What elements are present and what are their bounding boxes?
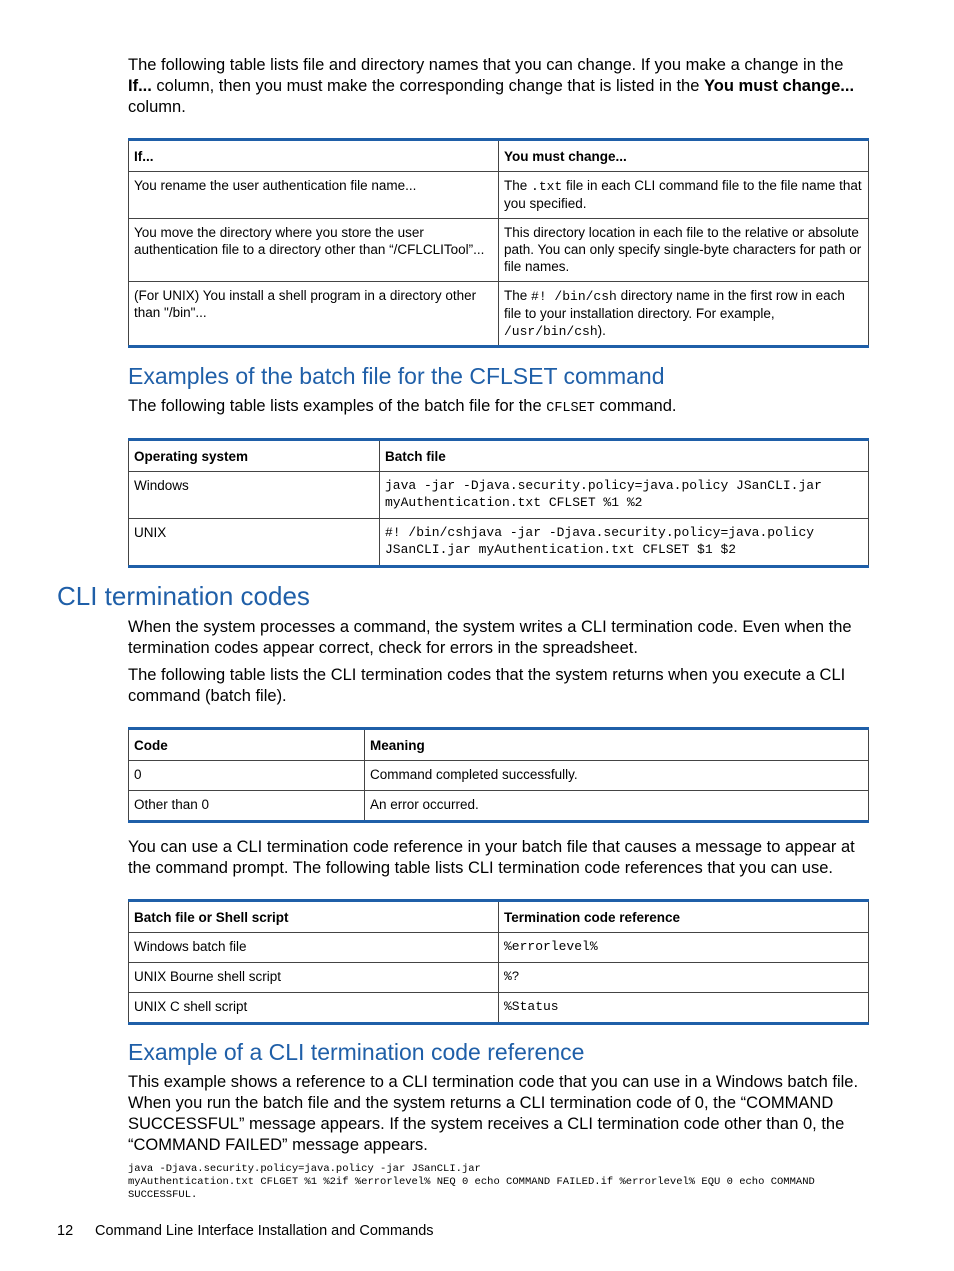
table-cell: UNIX Bourne shell script xyxy=(129,963,499,993)
termination-code-table xyxy=(128,727,869,823)
table-header: Batch file xyxy=(380,440,869,472)
cell-text: The xyxy=(504,178,532,193)
intro-text-2: column, then you must make the corresponding change that is listed in the xyxy=(151,77,704,95)
table-cell: java -jar -Djava.security.policy=java.policy JSanCLI.jar myAuthentication.txt CFLSET %1 %2 xyxy=(380,472,869,519)
batch-intro-text: command. xyxy=(594,397,677,415)
table-cell xyxy=(499,282,869,347)
table-row xyxy=(129,172,869,219)
table-header: Code xyxy=(129,729,365,761)
intro-text-3: column. xyxy=(128,98,186,116)
table-row xyxy=(129,963,869,993)
batch-intro-code: CFLSET xyxy=(546,401,595,416)
table-row xyxy=(129,761,869,791)
footer-title: Command Line Interface Installation and Commands xyxy=(95,1223,434,1239)
section-heading-batch-examples: Examples of the batch file for the CFLSET command xyxy=(128,363,665,389)
page-footer xyxy=(57,1222,434,1240)
table-cell: UNIX xyxy=(129,519,380,567)
cell-code: /usr/bin/csh xyxy=(504,324,598,339)
cell-code: #! /bin/csh xyxy=(531,289,617,304)
cell-text: ). xyxy=(597,323,606,338)
table-row xyxy=(129,993,869,1024)
table-cell: Command completed successfully. xyxy=(365,761,869,791)
cell-text: directory name in the first row in each file to your installation directory. For example, xyxy=(504,288,845,321)
cell-text: file in each CLI command file to the file name that you specified. xyxy=(504,178,862,211)
table-cell: #! /bin/cshjava -jar -Djava.security.policy=java.policy JSanCLI.jar myAuthentication.txt CFLSET $1 $2 xyxy=(380,519,869,567)
section-heading-example-reference: Example of a CLI termination code reference xyxy=(128,1039,585,1065)
intro-paragraph xyxy=(128,55,868,118)
table-header-row xyxy=(129,729,869,761)
table-cell: %? xyxy=(499,963,869,993)
table-cell: %Status xyxy=(499,993,869,1024)
table-row xyxy=(129,219,869,282)
table-cell: You move the directory where you store the user authentication file to a directory other than “/CFLCLITool”... xyxy=(129,219,499,282)
file-change-table xyxy=(128,138,869,348)
table-header-row xyxy=(129,440,869,472)
table-row xyxy=(129,933,869,963)
codes-paragraph-2: The following table lists the CLI termination codes that the system returns when you execute a CLI command (batch file). xyxy=(128,666,846,705)
table-cell: This directory location in each file to the relative or absolute path. You can only specify single-byte characters for path or file names. xyxy=(499,219,869,282)
batch-intro-text: The following table lists examples of the batch file for the xyxy=(128,397,547,415)
table-cell xyxy=(499,172,869,219)
table-header-row xyxy=(129,140,869,172)
table-row xyxy=(129,282,869,347)
table-row xyxy=(129,519,869,567)
table-header: Operating system xyxy=(129,440,380,472)
table-header: Meaning xyxy=(365,729,869,761)
intro-bold-if: If... xyxy=(128,77,152,95)
table-header-row xyxy=(129,901,869,933)
table-cell: Other than 0 xyxy=(129,791,365,822)
table-cell: %errorlevel% xyxy=(499,933,869,963)
table-cell: Windows xyxy=(129,472,380,519)
termination-reference-table xyxy=(128,899,869,1025)
page-number: 12 xyxy=(57,1223,74,1239)
table-cell: Windows batch file xyxy=(129,933,499,963)
table-header: Batch file or Shell script xyxy=(129,901,499,933)
table-cell: 0 xyxy=(129,761,365,791)
reference-paragraph: You can use a CLI termination code reference in your batch file that causes a message to appear at the command prompt. The following table lists CLI termination code references that you can use. xyxy=(128,838,855,877)
table-cell: (For UNIX) You install a shell program in a directory other than "/bin"... xyxy=(129,282,499,347)
table-cell: An error occurred. xyxy=(365,791,869,822)
cell-code: .txt xyxy=(531,179,563,194)
intro-bold-must-change: You must change... xyxy=(704,77,855,95)
cell-text: The xyxy=(504,288,532,303)
table-header: Termination code reference xyxy=(499,901,869,933)
codes-paragraph-1: When the system processes a command, the system writes a CLI termination code. Even when the termination codes appear correct, check for errors in the spreadsheet. xyxy=(128,618,852,657)
intro-text-1: The following table lists file and directory names that you can change. If you make a change in the xyxy=(128,56,844,74)
example-paragraph: This example shows a reference to a CLI termination code that you can use in a Windows batch file. When you run the batch file and the system returns a CLI termination code of 0, the “COMMAND SUCCESSFUL” message appears. If the system receives a CLI termination code other than 0, the “COMMAND FAILED” message appears. xyxy=(128,1073,859,1154)
example-code-block: java -Djava.security.policy=java.policy -jar JSanCLI.jar myAuthentication.txt CFLGET %1 %2if %errorlevel% NEQ 0 echo COMMAND FAILED.if %errorlevel% EQU 0 echo COMMAND SUCCESSFUL. xyxy=(128,1163,815,1201)
batch-file-table xyxy=(128,438,869,568)
table-header: If... xyxy=(129,140,499,172)
table-cell: You rename the user authentication file name... xyxy=(129,172,499,219)
table-cell: UNIX C shell script xyxy=(129,993,499,1024)
section-heading-termination-codes: CLI termination codes xyxy=(57,581,310,611)
table-row xyxy=(129,791,869,822)
batch-intro-paragraph xyxy=(128,396,868,419)
table-row xyxy=(129,472,869,519)
table-header: You must change... xyxy=(499,140,869,172)
